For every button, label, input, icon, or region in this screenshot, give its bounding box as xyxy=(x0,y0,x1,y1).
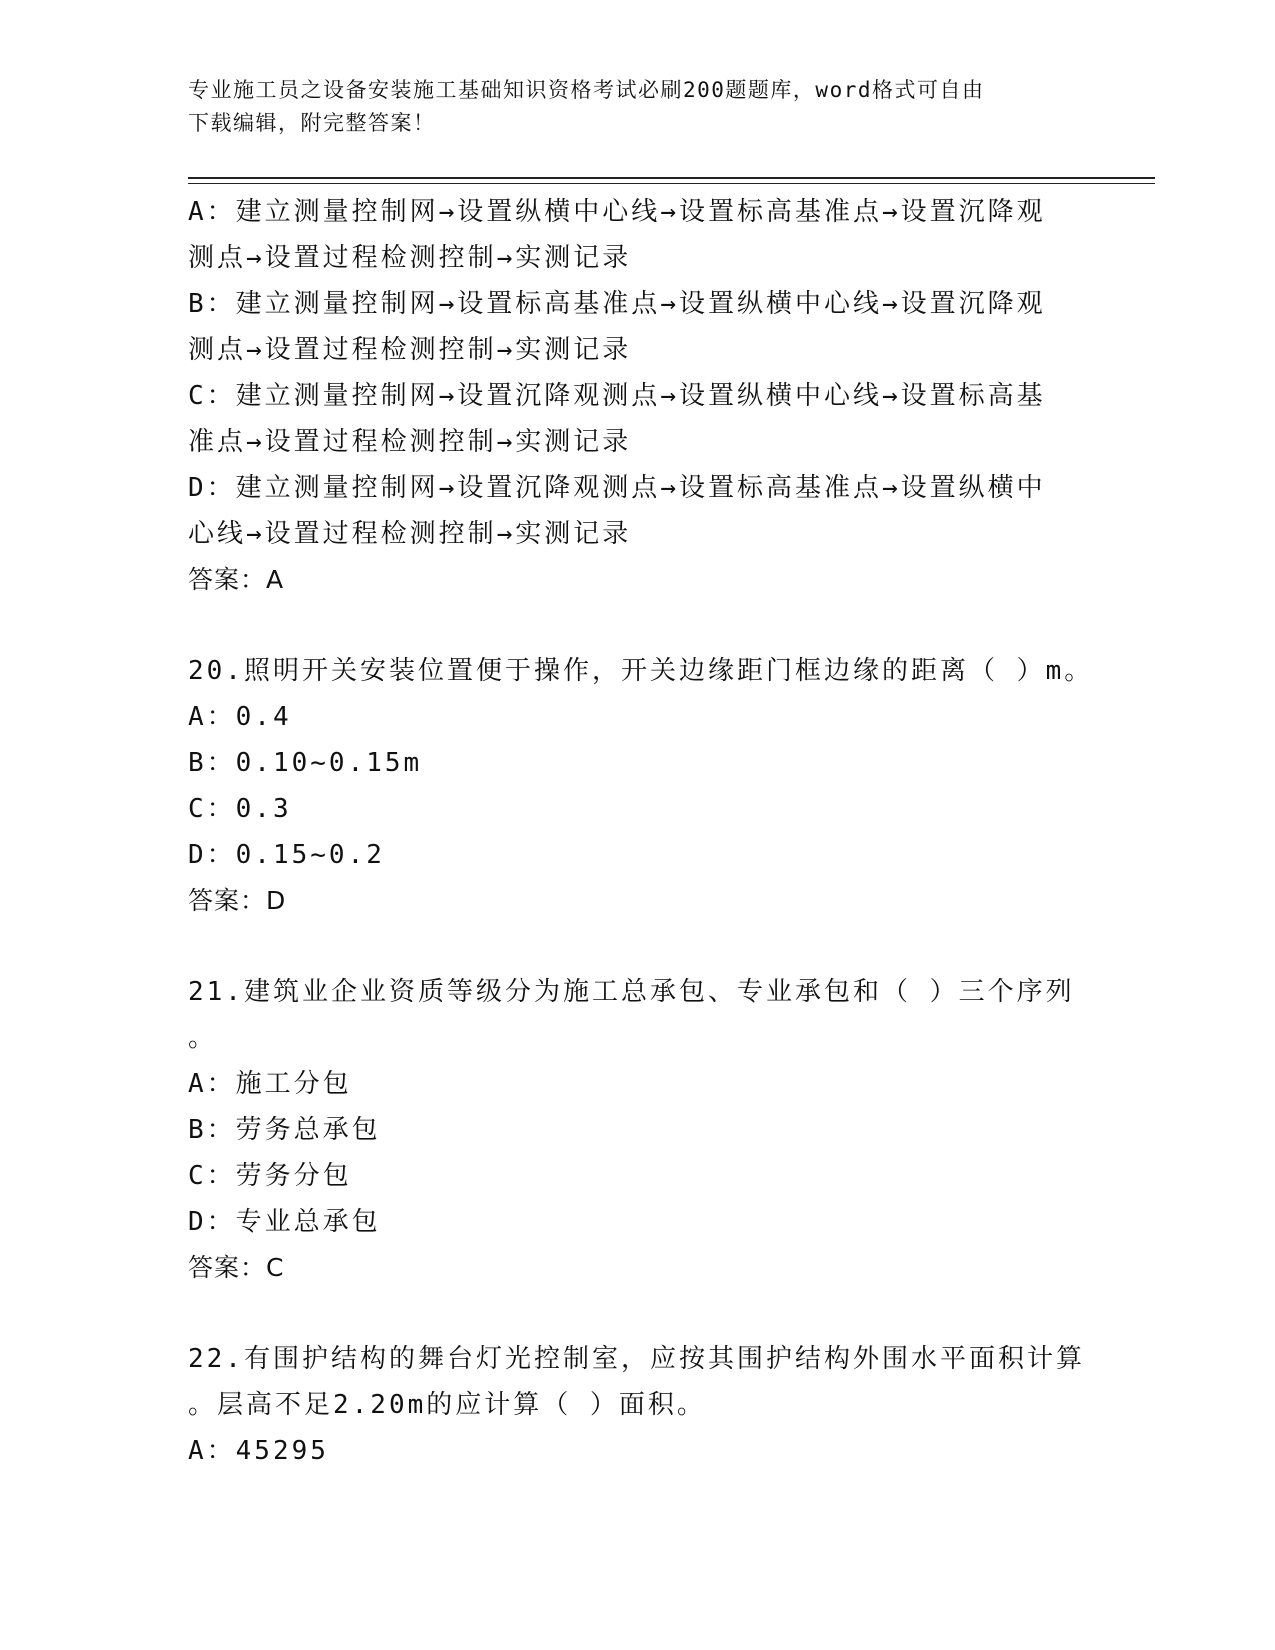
option-b: B：0.10~0.15m xyxy=(188,748,423,778)
answer-line: 答案：A xyxy=(188,565,285,594)
answer-line: 答案：C xyxy=(188,1253,285,1282)
spacer xyxy=(188,924,1088,969)
option-d: D：专业总承包 xyxy=(188,1207,381,1237)
option-a-line-2: 测点→设置过程检测控制→实测记录 xyxy=(188,243,632,273)
question-19-options xyxy=(188,189,1088,603)
option-b-line-2: 测点→设置过程检测控制→实测记录 xyxy=(188,335,632,365)
option-d-line-1: D：建立测量控制网→设置沉降观测点→设置标高基准点→设置纵横中 xyxy=(188,473,1046,503)
question-20 xyxy=(188,648,1094,924)
answer-line: 答案：D xyxy=(188,886,287,915)
option-a: A：0.4 xyxy=(188,702,292,732)
header-divider-thick xyxy=(188,177,1155,179)
header-title-line-1: 专业施工员之设备安装施工基础知识资格考试必刷200题题库，word格式可自由 xyxy=(188,78,985,102)
option-c-line-1: C：建立测量控制网→设置沉降观测点→设置纵横中心线→设置标高基 xyxy=(188,381,1046,411)
spacer xyxy=(188,1291,1088,1336)
option-b-line-1: B：建立测量控制网→设置标高基准点→设置纵横中心线→设置沉降观 xyxy=(188,289,1046,319)
question-text-line-2: 。层高不足2.20m的应计算（ ）面积。 xyxy=(188,1390,706,1420)
option-a: A：施工分包 xyxy=(188,1069,352,1099)
question-text-line-1: 21.建筑业企业资质等级分为施工总承包、专业承包和（ ）三个序列 xyxy=(188,977,1075,1007)
option-a-line-1: A：建立测量控制网→设置纵横中心线→设置标高基准点→设置沉降观 xyxy=(188,197,1046,227)
option-b: B：劳务总承包 xyxy=(188,1115,381,1145)
option-d-line-2: 心线→设置过程检测控制→实测记录 xyxy=(188,519,632,549)
question-21 xyxy=(188,969,1088,1291)
spacer xyxy=(188,603,1088,648)
option-c-line-2: 准点→设置过程检测控制→实测记录 xyxy=(188,427,632,457)
option-d: D：0.15~0.2 xyxy=(188,840,385,870)
document-body xyxy=(188,189,1094,1474)
question-22 xyxy=(188,1336,1088,1474)
question-text-line-1: 22.有围护结构的舞台灯光控制室，应按其围护结构外围水平面积计算 xyxy=(188,1344,1085,1374)
question-text: 20.照明开关安装位置便于操作，开关边缘距门框边缘的距离（ ）m。 xyxy=(188,656,1094,686)
option-c: C：0.3 xyxy=(188,794,292,824)
header-divider-thin xyxy=(188,183,1155,184)
question-text-line-2: 。 xyxy=(188,1023,218,1053)
option-a: A：45295 xyxy=(188,1436,329,1466)
header-title-line-2: 下载编辑，附完整答案！ xyxy=(188,111,436,135)
document-header xyxy=(188,74,1088,140)
option-c: C：劳务分包 xyxy=(188,1161,352,1191)
